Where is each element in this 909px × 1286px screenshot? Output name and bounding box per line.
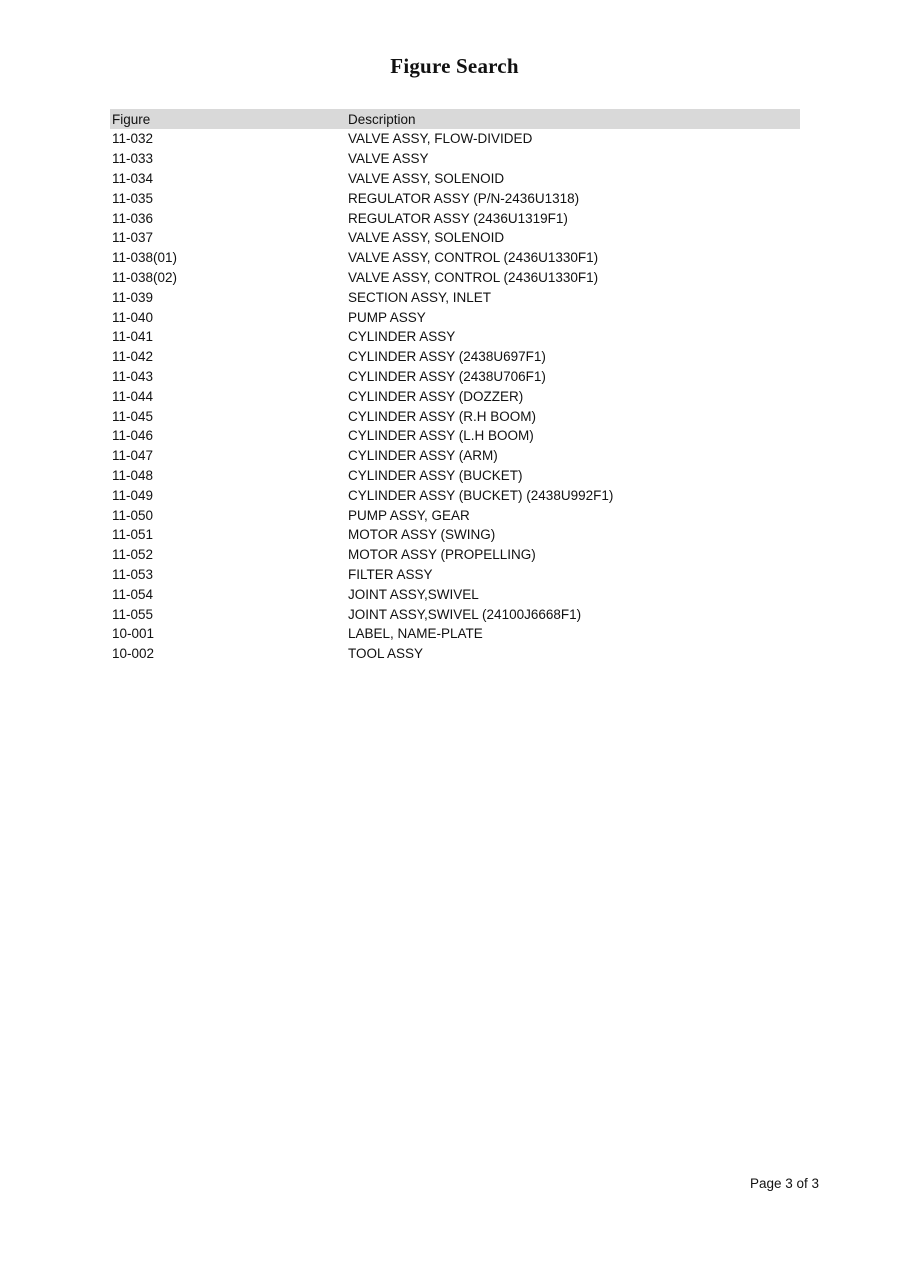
figure-number: 11-035 bbox=[112, 190, 154, 206]
table-row[interactable] bbox=[110, 406, 800, 426]
table-row[interactable] bbox=[110, 208, 800, 228]
figure-table bbox=[110, 109, 800, 664]
table-row[interactable] bbox=[110, 525, 800, 545]
figure-description: CYLINDER ASSY (BUCKET) bbox=[348, 467, 523, 483]
figure-number: 11-037 bbox=[112, 230, 154, 246]
figure-description: CYLINDER ASSY (ARM) bbox=[348, 448, 498, 464]
table-row[interactable] bbox=[110, 248, 800, 268]
figure-number: 11-052 bbox=[112, 547, 154, 563]
figure-description: SECTION ASSY, INLET bbox=[348, 289, 492, 305]
figure-number: 10-002 bbox=[112, 646, 155, 662]
table-row[interactable] bbox=[110, 505, 800, 525]
figure-number: 11-044 bbox=[112, 388, 154, 404]
figure-description: CYLINDER ASSY (DOZZER) bbox=[348, 388, 524, 404]
table-row[interactable] bbox=[110, 565, 800, 585]
figure-number: 11-045 bbox=[112, 408, 154, 424]
figure-description: TOOL ASSY bbox=[348, 646, 424, 662]
table-header bbox=[110, 109, 800, 129]
figure-number: 11-034 bbox=[112, 170, 154, 186]
figure-number: 11-042 bbox=[112, 349, 154, 365]
figure-description: PUMP ASSY, GEAR bbox=[348, 507, 470, 523]
table-row[interactable] bbox=[110, 169, 800, 189]
figure-number: 11-049 bbox=[112, 487, 154, 503]
figure-description: LABEL, NAME-PLATE bbox=[348, 626, 483, 642]
table-body bbox=[110, 129, 800, 664]
figure-number: 11-054 bbox=[112, 586, 154, 602]
table-row[interactable] bbox=[110, 426, 800, 446]
figure-number: 11-038(01) bbox=[112, 250, 178, 266]
figure-description: VALVE ASSY, CONTROL (2436U1330F1) bbox=[348, 269, 599, 285]
figure-number: 11-036 bbox=[112, 210, 154, 226]
description-column-header: Description bbox=[348, 111, 416, 127]
figure-description: CYLINDER ASSY bbox=[348, 329, 456, 345]
figure-description: CYLINDER ASSY (2438U706F1) bbox=[348, 368, 546, 384]
figure-number: 11-038(02) bbox=[112, 269, 178, 285]
figure-number: 11-043 bbox=[112, 368, 154, 384]
table-row[interactable] bbox=[110, 188, 800, 208]
table-row[interactable] bbox=[110, 228, 800, 248]
figure-number: 11-041 bbox=[112, 329, 154, 345]
page-title: Figure Search bbox=[390, 54, 519, 78]
table-row[interactable] bbox=[110, 367, 800, 387]
table-row[interactable] bbox=[110, 604, 800, 624]
figure-number: 11-039 bbox=[112, 289, 154, 305]
table-row[interactable] bbox=[110, 386, 800, 406]
page-number: Page 3 of 3 bbox=[749, 1176, 819, 1191]
figure-description: REGULATOR ASSY (P/N-2436U1318) bbox=[348, 190, 580, 206]
figure-column-header: Figure bbox=[112, 111, 151, 127]
figure-description: MOTOR ASSY (PROPELLING) bbox=[348, 547, 536, 563]
figure-description: VALVE ASSY, SOLENOID bbox=[348, 230, 505, 246]
figure-description: PUMP ASSY bbox=[348, 309, 426, 325]
figure-number: 11-051 bbox=[112, 527, 154, 543]
figure-description: FILTER ASSY bbox=[348, 566, 433, 582]
figure-description: CYLINDER ASSY (2438U697F1) bbox=[348, 349, 546, 365]
figure-number: 11-033 bbox=[112, 151, 154, 167]
figure-number: 11-032 bbox=[112, 131, 154, 147]
figure-description: MOTOR ASSY (SWING) bbox=[348, 527, 496, 543]
table-row[interactable] bbox=[110, 287, 800, 307]
figure-number: 11-053 bbox=[112, 566, 154, 582]
figure-description: VALVE ASSY, SOLENOID bbox=[348, 170, 505, 186]
figure-number: 11-047 bbox=[112, 448, 154, 464]
figure-number: 11-046 bbox=[112, 428, 154, 444]
table-row[interactable] bbox=[110, 644, 800, 664]
table-row[interactable] bbox=[110, 307, 800, 327]
figure-number: 11-050 bbox=[112, 507, 154, 523]
figure-description: JOINT ASSY,SWIVEL bbox=[348, 586, 479, 602]
figure-description: CYLINDER ASSY (R.H BOOM) bbox=[348, 408, 537, 424]
table-row[interactable] bbox=[110, 624, 800, 644]
figure-description: CYLINDER ASSY (BUCKET) (2438U992F1) bbox=[348, 487, 614, 503]
table-row[interactable] bbox=[110, 347, 800, 367]
table-row[interactable] bbox=[110, 466, 800, 486]
figure-number: 11-055 bbox=[112, 606, 154, 622]
figure-number: 10-001 bbox=[112, 626, 155, 642]
table-row[interactable] bbox=[110, 446, 800, 466]
figure-description: REGULATOR ASSY (2436U1319F1) bbox=[348, 210, 568, 226]
table-row[interactable] bbox=[110, 545, 800, 565]
figure-description: JOINT ASSY,SWIVEL (24100J6668F1) bbox=[348, 606, 582, 622]
table-row[interactable] bbox=[110, 149, 800, 169]
figure-number: 11-040 bbox=[112, 309, 154, 325]
figure-description: CYLINDER ASSY (L.H BOOM) bbox=[348, 428, 534, 444]
figure-number: 11-048 bbox=[112, 467, 154, 483]
table-row[interactable] bbox=[110, 584, 800, 604]
figure-description: VALVE ASSY bbox=[348, 151, 429, 167]
table-row[interactable] bbox=[110, 129, 800, 149]
table-row[interactable] bbox=[110, 327, 800, 347]
table-row[interactable] bbox=[110, 485, 800, 505]
table-row[interactable] bbox=[110, 268, 800, 288]
figure-description: VALVE ASSY, CONTROL (2436U1330F1) bbox=[348, 250, 599, 266]
figure-description: VALVE ASSY, FLOW-DIVIDED bbox=[348, 131, 533, 147]
